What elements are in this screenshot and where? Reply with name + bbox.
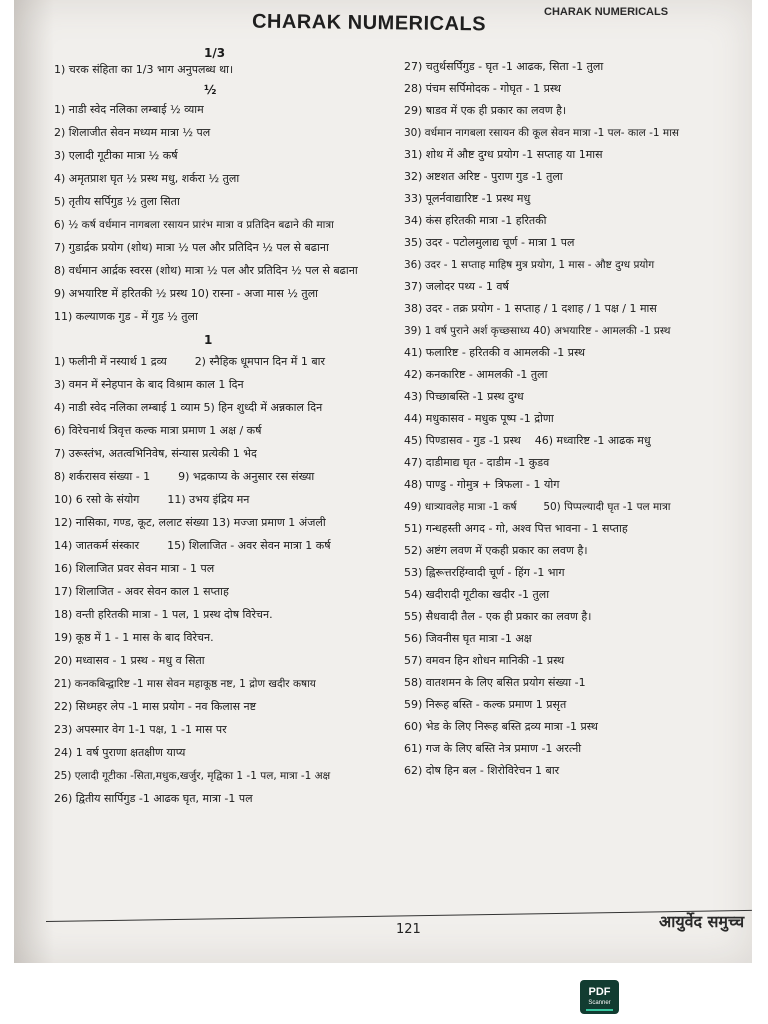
- right-column: [404, 60, 749, 786]
- list-item: 1) फलीनी में नस्यार्थ 1 द्रव्य 2) स्नैहिक धूमपान दिन में 1 बार: [54, 355, 325, 368]
- list-item: 41) फलारिष्ट - हरितकी व आमलकी -1 प्रस्थ: [404, 346, 586, 359]
- list-item: 6) विरेचनार्थ त्रिवृत्त कल्क मात्रा प्रमाण 1 अक्ष / कर्ष: [54, 424, 262, 437]
- list-item: 21) कनकबिन्द्वारिष्ट -1 मास सेवन महाकूष्ठ नष्ट, 1 द्रोण खदीर कषाय: [54, 678, 316, 690]
- list-item: 1) नाडी स्वेद नलिका लम्बाई ½ व्याम: [54, 103, 204, 116]
- list-item: 38) उदर - तक्र प्रयोग - 1 सप्ताह / 1 दशाह / 1 पक्ष / 1 मास: [404, 302, 657, 315]
- list-item: 44) मधुकासव - मधुक पूष्प -1 द्रोणा: [404, 412, 554, 425]
- list-item: 25) एलादी गूटीका -सिता,मधुक,खर्जुर, मृद्विका 1 -1 पल, मात्रा -1 अक्ष: [54, 770, 331, 782]
- list-item: 53) ह्विरूत्तरहिंग्वादी चूर्ण - हिंग -1 भाग: [404, 566, 565, 579]
- list-item: 51) गन्धहस्ती अगद - गो, अश्व पित्त भावना - 1 सप्ताह: [404, 522, 628, 535]
- list-item: 9) अभयारिष्ट में हरितकी ½ प्रस्थ 10) रास्ना - अजा मास ½ तुला: [54, 287, 319, 300]
- list-item: 34) कंस हरितकी मात्रा -1 हरितकी: [404, 214, 547, 227]
- list-item: 3) वमन में स्नेहपान के बाद विश्राम काल 1 दिन: [54, 378, 244, 391]
- list-item: 56) जिवनीस घृत मात्रा -1 अक्ष: [404, 632, 532, 645]
- list-item: 19) कूष्ठ में 1 - 1 मास के बाद विरेचन.: [54, 631, 214, 644]
- left-column: [54, 46, 419, 815]
- list-item: 60) भेड के लिए निरूह बस्ति द्रव्य मात्रा -1 प्रस्थ: [404, 720, 598, 733]
- list-item: 5) तृतीय सर्पिगुड ½ तुला सिता: [54, 195, 180, 208]
- list-item: 30) वर्धमान नागबला रसायन की कूल सेवन मात्रा -1 पल- काल -1 मास: [404, 127, 680, 139]
- list-item: 39) 1 वर्ष पुराने अर्श कृच्छसाध्य 40) अभयारिष्ट - आमलकी -1 प्रस्थ: [404, 325, 671, 337]
- list-third: [54, 63, 419, 77]
- list-item: 4) अमृतप्राश घृत ½ प्रस्थ मधु, शर्करा ½ तुला: [54, 172, 240, 185]
- section-heading-half: ½: [204, 83, 217, 97]
- list-item: 3) एलादी गूटीका मात्रा ½ कर्ष: [54, 149, 178, 162]
- list-item: 22) सिध्महर लेप -1 मास प्रयोग - नव किलास नष्ट: [54, 700, 257, 713]
- list-item: 17) शिलाजित - अवर सेवन काल 1 सप्ताह: [54, 585, 229, 598]
- list-item: 1) चरक संहिता का 1/3 भाग अनुपलब्ध था।: [54, 63, 234, 76]
- list-item: 42) कनकारिष्ट - आमलकी -1 तुला: [404, 368, 548, 381]
- list-item: 14) जातकर्म संस्कार 15) शिलाजित - अवर सेवन मात्रा 1 कर्ष: [54, 539, 331, 552]
- list-half: [54, 103, 419, 324]
- list-item: 8) शर्करासव संख्या - 1 9) भद्रकाप्य के अनुसार रस संख्या: [54, 470, 315, 483]
- list-item: 57) वमवन हिन शोधन मानिकी -1 प्रस्थ: [404, 654, 565, 667]
- list-item: 54) खदीरादी गूटीका खदीर -1 तुला: [404, 588, 550, 601]
- list-item: 12) नासिका, गण्ड, कूट, ललाट संख्या 13) मज्जा प्रमाण 1 अंजली: [54, 516, 326, 529]
- list-item: 32) अष्टशत अरिष्ट - पुराण गुड -1 तुला: [404, 170, 563, 183]
- list-item: 52) अष्टंग लवण में एकही प्रकार का लवण है।: [404, 544, 588, 557]
- list-item: 55) सैधवादी तैल - एक ही प्रकार का लवण है।: [404, 610, 592, 623]
- section-heading-third: 1/3: [204, 46, 226, 60]
- list-item: 6) ½ कर्ष वर्धमान नागबला रसायन प्रारंभ मात्रा व प्रतिदिन बढाने की मात्रा: [54, 219, 334, 231]
- list-item: 7) उरूस्तंभ, अतत्वभिनिवेष, संन्यास प्रत्येकी 1 भेद: [54, 447, 257, 460]
- list-item: 47) दाडीमाद्य घृत - दाडीम -1 कुडव: [404, 456, 550, 469]
- logo-text-pdf: PDF: [588, 986, 611, 998]
- list-item: 7) गुडार्द्रक प्रयोग (शोथ) मात्रा ½ पल और प्रतिदिन ½ पल से बढाना: [54, 241, 329, 254]
- list-item: 36) उदर - 1 सप्ताह माहिष मुत्र प्रयोग, 1 मास - औष्ट दुग्ध प्रयोग: [404, 259, 655, 271]
- list-item: 4) नाडी स्वेद नलिका लम्बाई 1 व्याम 5) हिन शुध्दी में अन्नकाल दिन: [54, 401, 323, 414]
- section-heading-one: 1: [204, 333, 213, 347]
- list-item: 10) 6 रसो के संयोग 11) उभय इंद्रिय मन: [54, 493, 250, 506]
- list-item: 33) पूलर्नवाद्यारिष्ट -1 प्रस्थ मधु: [404, 192, 531, 205]
- list-item: 11) कल्याणक गुड - में गुड ½ तुला: [54, 310, 198, 323]
- list-item: 16) शिलाजित प्रवर सेवन मात्रा - 1 पल: [54, 562, 215, 575]
- list-item: 48) पाण्डु - गोमुत्र + त्रिफला - 1 योग: [404, 478, 560, 491]
- list-item: 58) वातशमन के लिए बसित प्रयोग संख्या -1: [404, 676, 586, 689]
- list-item: 29) षाडव में एक ही प्रकार का लवण है।: [404, 104, 567, 117]
- logo-accent-bar: [586, 1009, 613, 1011]
- list-item: 61) गज के लिए बस्ति नेत्र प्रमाण -1 अरत्नी: [404, 742, 582, 755]
- list-item: 2) शिलाजीत सेवन मध्यम मात्रा ½ पल: [54, 126, 211, 139]
- list-item: 37) जलोदर पथ्य - 1 वर्ष: [404, 280, 509, 293]
- list-item: 23) अपस्मार वेग 1-1 पक्ष, 1 -1 मास पर: [54, 723, 227, 736]
- list-item: 59) निरूह बस्ति - कल्क प्रमाण 1 प्रसृत: [404, 698, 567, 711]
- list-item: 27) चतुर्थसर्पिगुड - घृत -1 आढक, सिता -1 तुला: [404, 60, 604, 73]
- list-item: 45) पिण्डासव - गुड -1 प्रस्थ 46) मध्वारिष्ट -1 आढक मधु: [404, 434, 651, 447]
- list-item: 24) 1 वर्ष पुराणा क्षतक्षीण याप्य: [54, 746, 186, 759]
- logo-text-scanner: Scanner: [588, 1000, 611, 1006]
- page-number: 121: [396, 922, 421, 937]
- list-item: 62) दोष हिन बल - शिरोविरेचन 1 बार: [404, 764, 560, 777]
- list-item: 49) धात्र्यावलेह मात्रा -1 कर्ष 50) पिप्पल्यादी घृत -1 पल मात्रा: [404, 501, 671, 513]
- list-one: [54, 355, 419, 806]
- list-item: 28) पंचम सर्पिमोदक - गोघृत - 1 प्रस्थ: [404, 82, 561, 95]
- list-item: 8) वर्धमान आर्द्रक स्वरस (शोथ) मात्रा ½ पल और प्रतिदिन ½ पल से बढाना: [54, 264, 358, 277]
- page-title: CHARAK NUMERICALS: [251, 10, 487, 36]
- list-item: 31) शोथ में औष्ट दुग्ध प्रयोग -1 सप्ताह या 1मास: [404, 148, 603, 161]
- running-header: CHARAK NUMERICALS: [544, 6, 669, 18]
- list-item: 26) द्वितीय सार्पिगुड -1 आढक घृत, मात्रा -1 पल: [54, 792, 253, 805]
- list-item: 20) मध्वासव - 1 प्रस्थ - मधु व सिता: [54, 654, 205, 667]
- list-item: 43) पिच्छाबस्ति -1 प्रस्थ दुग्ध: [404, 390, 524, 403]
- pdf-scanner-logo: [580, 980, 619, 1014]
- book-name: आयुर्वेद समुच्च: [659, 912, 745, 931]
- footer-divider: [46, 910, 752, 922]
- list-item: 35) उदर - पटोलमुलाद्य चूर्ण - मात्रा 1 पल: [404, 236, 575, 249]
- scanned-page: [14, 0, 752, 963]
- list-item: 18) वन्ती हरितकी मात्रा - 1 पल, 1 प्रस्थ दोष विरेचन.: [54, 608, 273, 621]
